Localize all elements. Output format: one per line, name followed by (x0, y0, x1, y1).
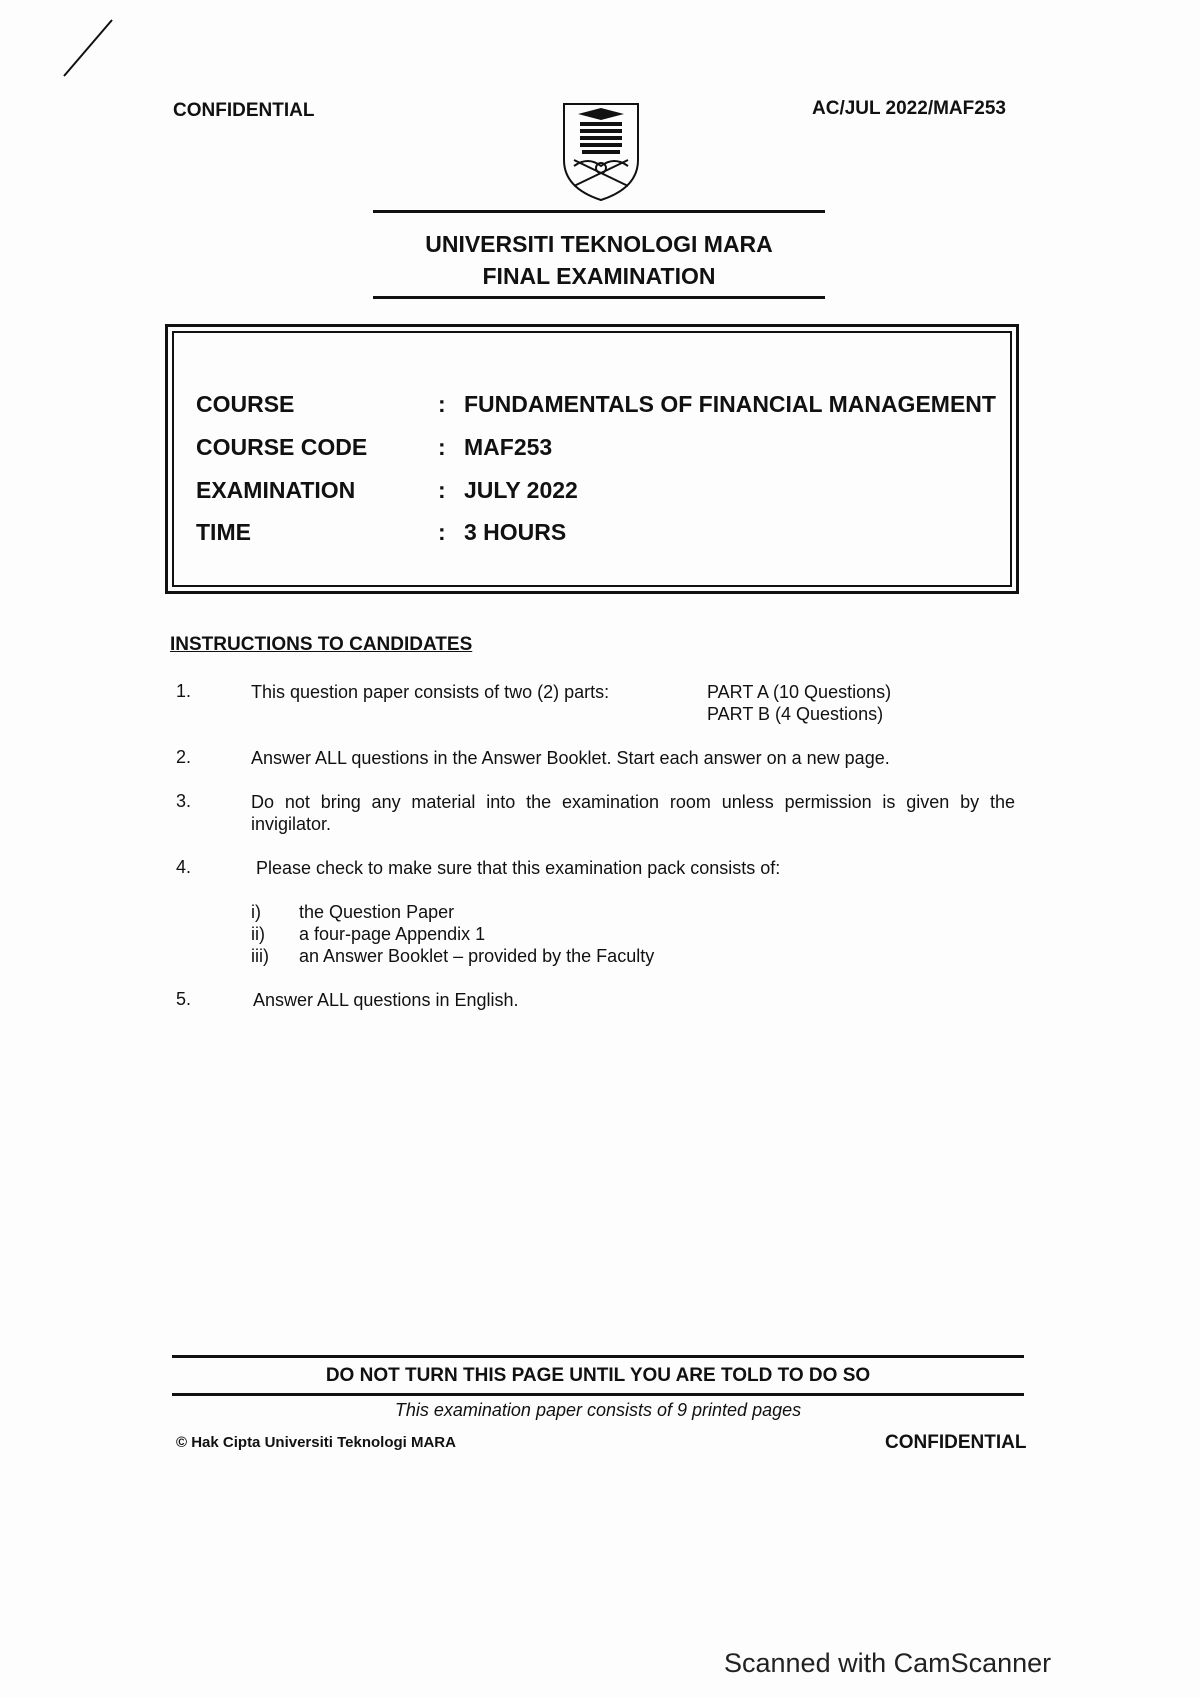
info-value: JULY 2022 (464, 477, 578, 503)
instruction-number: 3. (176, 791, 192, 811)
header-confidential: CONFIDENTIAL (173, 100, 315, 121)
title-rule-bottom (373, 296, 825, 299)
info-label: COURSE (196, 391, 295, 417)
footer-warning: DO NOT TURN THIS PAGE UNTIL YOU ARE TOLD TO DO SO (325, 1365, 871, 1386)
instruction-text: Please check to make sure that this examination pack consists of: (256, 858, 781, 878)
footer-rule-bottom (172, 1393, 1024, 1396)
info-row-course (174, 391, 1010, 431)
exam-title: FINAL EXAMINATION (482, 263, 716, 289)
info-row-course-code (174, 434, 1010, 474)
info-value: FUNDAMENTALS OF FINANCIAL MANAGEMENT (464, 391, 996, 417)
instruction-part-a: PART A (10 Questions) (707, 682, 892, 702)
university-title (373, 228, 825, 292)
scanner-watermark: Scanned with CamScanner (724, 1648, 1052, 1678)
info-label: TIME (196, 519, 251, 545)
info-label: COURSE CODE (196, 434, 368, 460)
instruction-number: 4. (176, 857, 192, 877)
copyright-notice: © Hak Cipta Universiti Teknologi MARA (176, 1434, 456, 1451)
footer-rule-top (172, 1355, 1024, 1358)
instruction-text: Do not bring any material into the examination room unless permission is given by the invigilator. (251, 792, 1015, 834)
info-value: MAF253 (464, 434, 553, 460)
info-separator: : (438, 477, 446, 503)
info-separator: : (438, 391, 446, 417)
university-name: UNIVERSITI TEKNOLOGI MARA (425, 231, 773, 257)
instruction-number: 2. (176, 747, 192, 767)
subitem-text: an Answer Booklet – provided by the Faculty (299, 946, 655, 966)
info-row-time (174, 519, 1010, 559)
university-crest-icon (560, 100, 642, 204)
instruction-text: Answer ALL questions in English. (253, 990, 519, 1010)
title-rule-top (373, 210, 825, 213)
info-value: 3 HOURS (464, 519, 567, 545)
pen-mark-icon (60, 18, 120, 78)
info-label: EXAMINATION (196, 477, 356, 503)
footer-confidential: CONFIDENTIAL (885, 1432, 1027, 1453)
instruction-text: Answer ALL questions in the Answer Booklet. Start each answer on a new page. (251, 748, 890, 768)
header-exam-code: AC/JUL 2022/MAF253 (812, 98, 1006, 119)
info-separator: : (438, 434, 446, 460)
course-info-box (165, 324, 1019, 594)
subitem-text: a four-page Appendix 1 (299, 924, 486, 944)
info-row-examination (174, 477, 1010, 517)
instruction-number: 1. (176, 681, 192, 701)
subitem-number: ii) (251, 924, 265, 944)
instruction-text: This question paper consists of two (2) parts: (251, 682, 610, 702)
instructions-title: INSTRUCTIONS TO CANDIDATES (170, 634, 473, 655)
subitem-text: the Question Paper (299, 902, 455, 922)
instruction-number: 5. (176, 989, 192, 1009)
subitem-number: iii) (251, 946, 269, 966)
footer-pages-note: This examination paper consists of 9 printed pages (394, 1400, 802, 1420)
info-separator: : (438, 519, 446, 545)
instruction-part-b: PART B (4 Questions) (707, 704, 884, 724)
subitem-number: i) (251, 902, 261, 922)
